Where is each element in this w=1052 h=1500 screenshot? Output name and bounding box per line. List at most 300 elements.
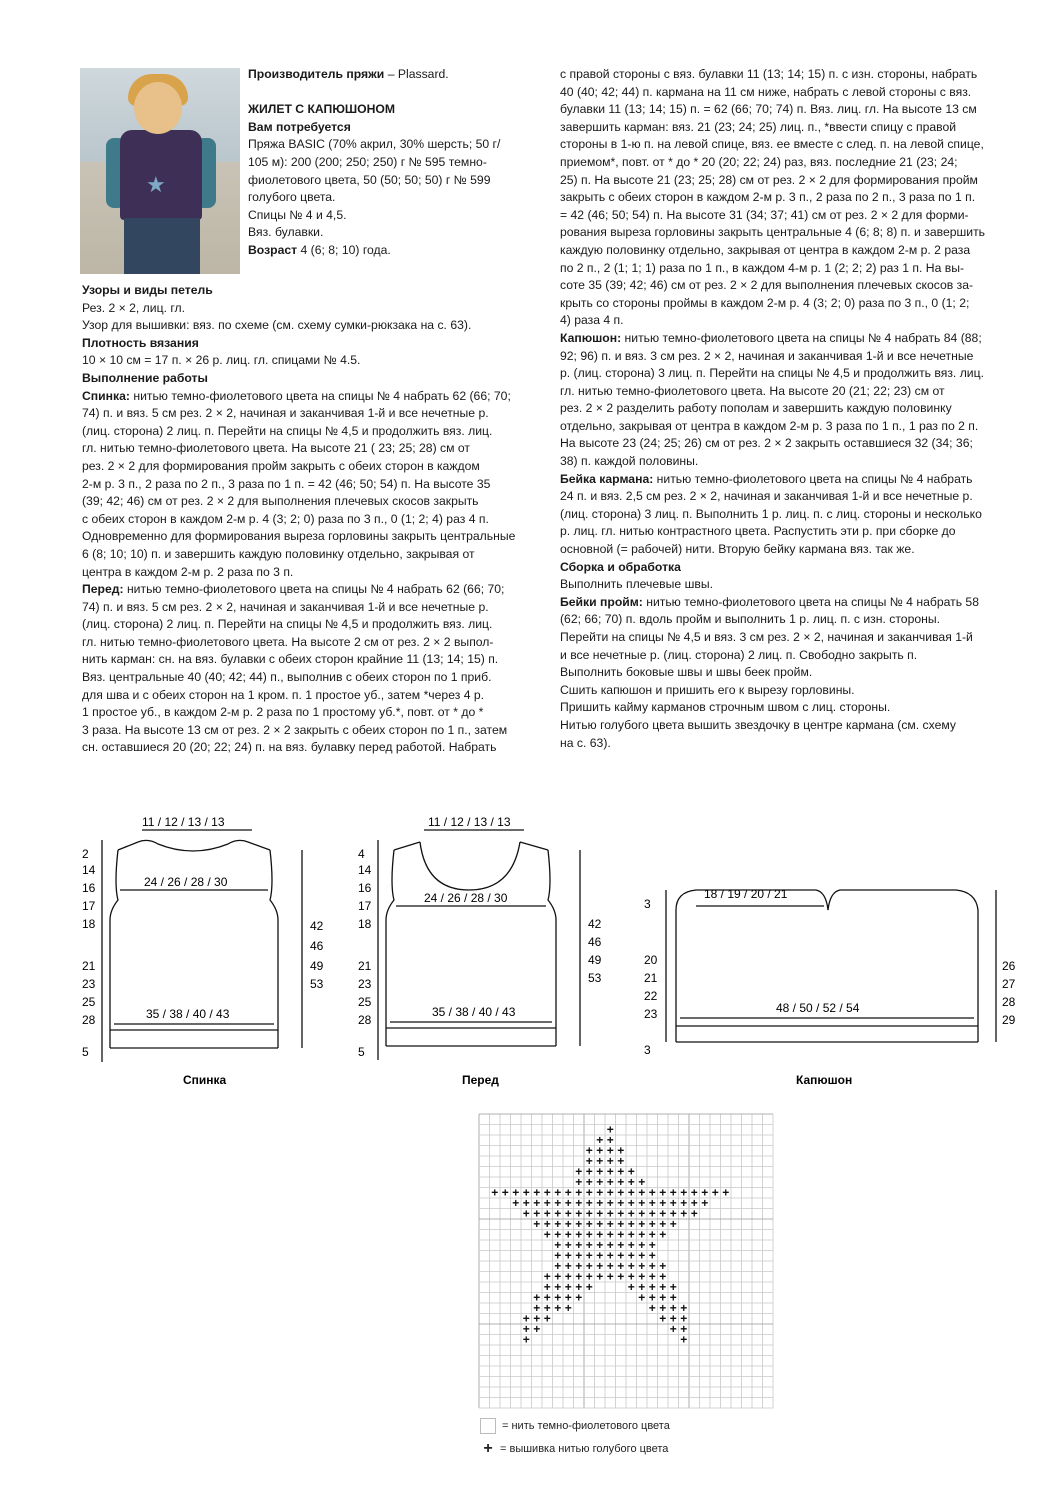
- chart-stitch: +: [606, 1175, 614, 1189]
- text-line: булавки 11 (13; 14; 15) п. = 62 (66; 70; 74) п. Вяз. лиц. гл. На высоте 13 см: [560, 102, 977, 117]
- chart-stitch: +: [585, 1227, 593, 1242]
- text-line: и все нечетные р. (лиц. сторона) 2 лиц. п. Свободно закрыть п.: [560, 647, 918, 662]
- chart-stitch: +: [690, 1185, 698, 1200]
- chart-stitch: +: [554, 1248, 562, 1263]
- section-heading: Бейки пройм:: [560, 594, 643, 609]
- text-line: Спинка: нитью темно-фиолетового цвета на спицы № 4 набрать 62 (66; 70;: [82, 388, 511, 403]
- front-width-label: 35 / 38 / 40 / 43: [432, 1005, 516, 1019]
- text-line: сн. оставшиеся 20 (20; 22; 24) п. на вяз. булавку перед работой. Набрать: [82, 740, 497, 755]
- chart-stitch: +: [543, 1311, 551, 1326]
- dimension-label: 14: [82, 863, 96, 877]
- chart-stitch: +: [585, 1185, 593, 1200]
- chart-stitch: +: [648, 1301, 656, 1315]
- text-line: Пришить кайму карманов строчным швом с лиц. стороны.: [560, 700, 891, 715]
- front-neck-label: 11 / 12 / 13 / 13: [428, 815, 511, 829]
- chart-stitch: +: [659, 1227, 667, 1242]
- chart-stitch: +: [722, 1185, 730, 1200]
- chart-stitch: +: [533, 1185, 541, 1200]
- chart-stitch: +: [669, 1311, 677, 1326]
- chart-stitch: +: [606, 1196, 614, 1210]
- text-line: 4) раза 4 п.: [560, 313, 624, 328]
- chart-stitch: +: [606, 1238, 614, 1252]
- chart-stitch: +: [564, 1301, 572, 1315]
- chart-stitch: +: [575, 1164, 583, 1179]
- instructions-column-right: [560, 66, 1022, 752]
- chart-stitch: +: [554, 1185, 562, 1200]
- chart-stitch: +: [596, 1227, 604, 1242]
- text-line: 40 (40; 42; 44) п. кармана на 11 см ниже, набрать с левой стороны с вяз.: [560, 84, 972, 99]
- chart-stitch: +: [533, 1290, 541, 1305]
- back-caption: Спинка: [183, 1073, 227, 1087]
- chart-stitch: +: [585, 1206, 593, 1221]
- chart-stitch: +: [648, 1290, 656, 1305]
- chart-stitch: +: [585, 1217, 593, 1231]
- chart-stitch: +: [585, 1175, 593, 1189]
- materials-line: голубого цвета.: [248, 190, 336, 205]
- chart-stitch: +: [617, 1269, 625, 1284]
- chart-stitch: +: [575, 1269, 583, 1284]
- dimension-label: 4: [358, 847, 365, 861]
- text-line: 92; 96) п. и вяз. 3 см рез. 2 × 2, начиная и заканчивая 1-й и все нечетные: [560, 348, 974, 363]
- chart-stitch: +: [659, 1290, 667, 1305]
- text-line: с обеих сторон в каждом 2-м р. 4 (3; 2; 0) раза по 3 п., 0 (1; 2; 4) раз 4 п.: [82, 511, 489, 526]
- text-line: Нитью голубого цвета вышить звездочку в центре кармана (см. схему: [560, 717, 956, 732]
- chart-stitch: +: [638, 1248, 646, 1263]
- chart-stitch: +: [680, 1301, 688, 1315]
- hood-top-label: 18 / 19 / 20 / 21: [704, 887, 788, 901]
- text-line: Выполнить боковые швы и швы беек пройм.: [560, 665, 813, 680]
- chart-stitch: +: [554, 1280, 562, 1294]
- chart-stitch: +: [669, 1322, 677, 1336]
- text-line: нить карман: сн. на вяз. булавки с обеих сторон крайние 11 (13; 14; 15) п.: [82, 652, 499, 667]
- dimension-label: 20: [644, 953, 658, 967]
- materials-line: фиолетового цвета, 50 (50; 50; 50) г № 599: [248, 172, 491, 187]
- text-line: соте 35 (39; 42; 46) см от рез. 2 × 2 для выполнения плечевых скосов за-: [560, 278, 974, 293]
- chart-stitch: +: [606, 1143, 614, 1158]
- chart-stitch: +: [659, 1185, 667, 1200]
- chart-stitch: +: [659, 1206, 667, 1221]
- chart-stitch: +: [617, 1259, 625, 1273]
- text-line: Рез. 2 × 2, лиц. гл.: [82, 300, 186, 315]
- chart-stitch: +: [564, 1290, 572, 1305]
- front-right-labels: [588, 917, 602, 985]
- chart-stitch: +: [596, 1143, 604, 1158]
- dimension-label: 23: [358, 977, 372, 991]
- dimension-label: 49: [310, 959, 324, 973]
- dimension-label: 5: [358, 1045, 365, 1059]
- chart-stitch: +: [596, 1248, 604, 1263]
- chart-stitch: +: [617, 1143, 625, 1158]
- text-line: стороны в 1-ю п. на левой спице, вяз. ее вместе с след. п. на левой спице,: [560, 137, 984, 152]
- text-line: Узор для вышивки: вяз. по схеме (см. схему сумки-рюкзака на с. 63).: [82, 318, 472, 333]
- chart-stitch: +: [659, 1217, 667, 1231]
- chart-stitch: +: [522, 1311, 530, 1326]
- text-line: = 42 (46; 50; 54) п. На высоте 31 (34; 37; 41) см от рез. 2 × 2 для форми-: [560, 207, 969, 222]
- chart-stitch: +: [575, 1217, 583, 1231]
- materials-line: Пряжа BASIC (70% акрил, 30% шерсть; 50 г/: [248, 137, 501, 152]
- materials-line: Спицы № 4 и 4,5.: [248, 207, 347, 222]
- chart-stitch: +: [596, 1238, 604, 1252]
- chart-stitch: +: [554, 1290, 562, 1305]
- chart-stitch: +: [638, 1185, 646, 1200]
- chart-stitch: +: [596, 1133, 604, 1147]
- text-line: [82, 370, 542, 388]
- text-line: центра в каждом 2-м р. 2 раза по 3 п.: [82, 564, 294, 579]
- page-title: ЖИЛЕТ С КАПЮШОНОМ: [248, 102, 396, 117]
- chart-stitch: +: [543, 1301, 551, 1315]
- text-line: на с. 63).: [560, 735, 611, 750]
- dimension-label: 53: [588, 971, 602, 985]
- text-line: 24 п. и вяз. 2,5 см рез. 2 × 2, начиная и заканчивая 1-й и все нечетные р.: [560, 489, 973, 504]
- chart-stitch: +: [627, 1164, 635, 1179]
- chart-stitch: +: [543, 1206, 551, 1221]
- text-line: крыть со стороны проймы в каждом 2-м р. 4 (3; 2; 0) раза по 3 п., 0 (1; 2;: [560, 295, 970, 310]
- chart-stitch: +: [617, 1185, 625, 1200]
- back-right-labels: [310, 919, 324, 991]
- chart-stitch: +: [554, 1206, 562, 1221]
- chart-stitch: +: [522, 1206, 530, 1221]
- dimension-label: 21: [82, 959, 96, 973]
- chart-stitch: +: [512, 1196, 520, 1210]
- back-shoulder-label: 24 / 26 / 28 / 30: [144, 875, 228, 889]
- dimension-label: 53: [310, 977, 324, 991]
- text-line: 1 простое уб., в каждом 2-м р. 2 раза по 1 простому уб.*, повт. от * до *: [82, 705, 484, 720]
- chart-stitch: +: [627, 1227, 635, 1242]
- dimension-label: 18: [358, 917, 372, 931]
- chart-stitch: +: [627, 1259, 635, 1273]
- chart-stitch: +: [575, 1290, 583, 1305]
- chart-stitch: +: [606, 1122, 614, 1137]
- instructions-column-left: [82, 282, 542, 757]
- chart-stitch: +: [659, 1301, 667, 1315]
- chart-stitch: +: [648, 1280, 656, 1294]
- chart-stitch: +: [585, 1238, 593, 1252]
- photo-child-vest: [80, 68, 240, 274]
- chart-stitch: +: [680, 1332, 688, 1347]
- dimension-label: 23: [82, 977, 96, 991]
- hood-caption: Капюшон: [796, 1073, 853, 1087]
- dimension-label: 49: [588, 953, 602, 967]
- text-line: с правой стороны с вяз. булавки 11 (13; 14; 15) п. с изн. стороны, набрать: [560, 67, 978, 81]
- chart-stitch: +: [564, 1196, 572, 1210]
- dimension-label: 28: [1002, 995, 1016, 1009]
- chart-stitch: +: [627, 1206, 635, 1221]
- chart-stitch: +: [522, 1185, 530, 1200]
- dimension-label: 25: [358, 995, 372, 1009]
- text-line: основной (= рабочей) нити. Вторую бейку кармана вяз. так же.: [560, 542, 915, 557]
- chart-stitch: +: [627, 1175, 635, 1189]
- text-line: рез. 2 × 2 разделить работу пополам и завершить каждую половинку: [560, 401, 952, 416]
- hood-width-label: 48 / 50 / 52 / 54: [776, 1001, 860, 1015]
- chart-stitch: +: [554, 1301, 562, 1315]
- chart-stitch: +: [648, 1238, 656, 1252]
- chart-stitch: +: [701, 1185, 709, 1200]
- chart-stitch: +: [680, 1322, 688, 1336]
- chart-stitch: +: [627, 1280, 635, 1294]
- front-left-labels: [358, 847, 372, 1059]
- chart-stitch: +: [669, 1217, 677, 1231]
- chart-stitch: +: [638, 1280, 646, 1294]
- chart-stitch: +: [512, 1185, 520, 1200]
- chart-stitch: +: [585, 1196, 593, 1210]
- chart-stitch: +: [638, 1206, 646, 1221]
- chart-stitch: +: [585, 1154, 593, 1168]
- chart-stitch: +: [606, 1164, 614, 1179]
- chart-stitch: +: [596, 1154, 604, 1168]
- text-line: (39; 42; 46) см от рез. 2 × 2 для выполнения плечевых скосов закрыть: [82, 494, 479, 509]
- chart-stitch: +: [627, 1196, 635, 1210]
- text-line: Перед: нитью темно-фиолетового цвета на спицы № 4 набрать 62 (66; 70;: [82, 582, 505, 597]
- chart-stitch: +: [648, 1259, 656, 1273]
- chart-stitch: +: [680, 1311, 688, 1326]
- chart-stitch: +: [669, 1301, 677, 1315]
- chart-stitch: +: [627, 1217, 635, 1231]
- chart-stitch: +: [491, 1185, 499, 1200]
- section-heading: Узоры и виды петель: [82, 283, 213, 297]
- chart-stitch: +: [659, 1196, 667, 1210]
- chart-stitch: +: [638, 1175, 646, 1189]
- chart-stitch: +: [606, 1227, 614, 1242]
- chart-stitch: +: [543, 1290, 551, 1305]
- chart-stitch: +: [596, 1217, 604, 1231]
- chart-stitch: +: [617, 1196, 625, 1210]
- text-line: (лиц. сторона) 2 лиц. п. Перейти на спицы № 4,5 и продолжить вяз. лиц.: [82, 617, 493, 632]
- chart-stitch: +: [606, 1133, 614, 1147]
- chart-stitch: +: [575, 1196, 583, 1210]
- chart-stitch: +: [606, 1259, 614, 1273]
- chart-stitch: +: [627, 1269, 635, 1284]
- dimension-label: 17: [82, 899, 96, 913]
- chart-stitch: +: [627, 1185, 635, 1200]
- chart-stitch: +: [627, 1248, 635, 1263]
- chart-stitch: +: [659, 1259, 667, 1273]
- text-line: гл. нитью темно-фиолетового цвета. На высоте 2 см от рез. 2 × 2 выпол-: [82, 634, 494, 649]
- age-value: 4 (6; 8; 10) года.: [297, 242, 391, 257]
- legend-blue-embroidery: + = вышивка нитью голубого цвета: [480, 1440, 668, 1458]
- dimension-label: 16: [358, 881, 372, 895]
- chart-stitch: +: [533, 1311, 541, 1326]
- chart-stitch: +: [554, 1227, 562, 1242]
- text-line: р. лиц. гл. нитью контрастного цвета. Распустить эти р. при сборке до: [560, 524, 956, 539]
- chart-stitch: +: [564, 1185, 572, 1200]
- text-line: каждую половинку отдельно, закрывая от центра в каждом 2-м р. 2 раза: [560, 242, 971, 257]
- text-line: отдельно, закрывая от центра в каждом 2-м р. 3 раза по 1 п., 1 раз по 2 п.: [560, 418, 979, 433]
- dimension-label: 2: [82, 847, 89, 861]
- hood-right-labels: [1002, 959, 1016, 1027]
- chart-stitch: +: [648, 1248, 656, 1263]
- chart-stitch: +: [680, 1185, 688, 1200]
- text-line: 6 (8; 10; 10) п. и завершить каждую половинку отдельно, закрывая от: [82, 546, 475, 561]
- chart-stitch: +: [543, 1185, 551, 1200]
- chart-stitch: +: [533, 1206, 541, 1221]
- text-line: На высоте 23 (24; 25; 26) см от рез. 2 × 2 закрыть оставшиеся 32 (34; 36;: [560, 436, 973, 451]
- text-line: закрыть с обеих сторон в каждом 2-м р. 3 п., 2 раза по 2 п., 3 раза по 1 п.: [560, 190, 976, 205]
- chart-stitch: +: [585, 1280, 593, 1294]
- materials-line: 105 м): 200 (200; 250; 250) г № 595 темно-: [248, 154, 487, 169]
- chart-stitch: +: [617, 1248, 625, 1263]
- text-line: по 2 п., 2 (1; 1; 1) раза по 1 п., в каждом 4-м р. 1 (2; 2; 2) раз 1 п. На вы-: [560, 260, 965, 275]
- chart-stitch: +: [554, 1217, 562, 1231]
- chart-stitch: +: [543, 1196, 551, 1210]
- back-left-labels: [82, 847, 96, 1059]
- chart-stitch: +: [690, 1196, 698, 1210]
- chart-stitch: +: [575, 1280, 583, 1294]
- text-line: р. (лиц. сторона) 3 лиц. п. Перейти на спицы № 4,5 и продолжить вяз. лиц.: [560, 366, 984, 381]
- chart-stitch: +: [648, 1206, 656, 1221]
- text-line: 25) п. На высоте 21 (23; 25; 28) см от рез. 2 × 2 для формирования пройм: [560, 172, 978, 187]
- chart-stitch: +: [575, 1185, 583, 1200]
- chart-stitch: +: [617, 1217, 625, 1231]
- chart-stitch: +: [659, 1269, 667, 1284]
- chart-stitch: +: [648, 1269, 656, 1284]
- dimension-label: 27: [1002, 977, 1016, 991]
- chart-stitch: +: [638, 1196, 646, 1210]
- chart-stitch: +: [596, 1185, 604, 1200]
- chart-stitch: +: [617, 1175, 625, 1189]
- chart-stitch: +: [533, 1322, 541, 1336]
- chart-stitch: +: [564, 1206, 572, 1221]
- dimension-label: 3: [644, 897, 651, 911]
- text-line: рез. 2 × 2 для формирования пройм закрыть с обеих сторон в каждом: [82, 458, 480, 473]
- chart-stitch: +: [596, 1269, 604, 1284]
- chart-stitch: +: [596, 1206, 604, 1221]
- chart-stitch: +: [617, 1154, 625, 1168]
- section-heading: Выполнение работы: [82, 370, 208, 385]
- text-line: Вяз. центральные 40 (40; 42; 44) п., выполнив с обеих сторон по 1 приб.: [82, 670, 492, 685]
- chart-stitch: +: [585, 1269, 593, 1284]
- text-line: 74) п. и вяз. 5 см рез. 2 × 2, начиная и заканчивая 1-й и все нечетные р.: [82, 406, 489, 421]
- back-neck-label: 11 / 12 / 13 / 13: [142, 815, 225, 829]
- dimension-label: 23: [644, 1007, 658, 1021]
- text-line: Капюшон: нитью темно-фиолетового цвета на спицы № 4 набрать 84 (88;: [560, 330, 982, 345]
- dimension-label: 17: [358, 899, 372, 913]
- chart-stitch: +: [554, 1259, 562, 1273]
- chart-stitch: +: [669, 1196, 677, 1210]
- hood-left-labels: [644, 897, 658, 1057]
- chart-stitch: +: [669, 1185, 677, 1200]
- dimension-label: 28: [358, 1013, 372, 1027]
- chart-stitch: +: [638, 1217, 646, 1231]
- front-shoulder-label: 24 / 26 / 28 / 30: [424, 891, 508, 905]
- text-line: (лиц. сторона) 2 лиц. п. Перейти на спицы № 4,5 и продолжить вяз. лиц.: [82, 423, 493, 438]
- text-line: [560, 559, 1022, 577]
- chart-stitch: +: [564, 1238, 572, 1252]
- dimension-label: 21: [358, 959, 372, 973]
- chart-stitch: +: [554, 1196, 562, 1210]
- dimension-label: 14: [358, 863, 372, 877]
- chart-stitch: +: [680, 1206, 688, 1221]
- chart-stitch: +: [638, 1259, 646, 1273]
- chart-stitch: +: [617, 1164, 625, 1179]
- text-line: гл. нитью темно-фиолетового цвета. На высоте 21 ( 23; 25; 28) см от: [82, 441, 470, 456]
- dimension-label: 42: [310, 919, 324, 933]
- chart-stitch: +: [701, 1196, 709, 1210]
- chart-stitch: +: [638, 1290, 646, 1305]
- producer-value: – Plassard.: [384, 67, 449, 81]
- text-line: 38) п. каждой половины.: [560, 454, 699, 469]
- chart-stitch: +: [648, 1227, 656, 1242]
- chart-stitch: +: [575, 1175, 583, 1189]
- chart-stitch: +: [596, 1175, 604, 1189]
- chart-stitch: +: [522, 1196, 530, 1210]
- legend-dark-purple: = нить темно-фиолетового цвета: [480, 1418, 670, 1434]
- materials-line: Вяз. булавки.: [248, 225, 324, 240]
- plus-icon: +: [483, 1440, 493, 1457]
- schematic-front: [354, 810, 624, 1095]
- dimension-label: 46: [588, 935, 602, 949]
- chart-stitch: +: [564, 1259, 572, 1273]
- text-line: гл. нитью темно-фиолетового цвета. На высоте 20 (21; 22; 23) см от: [560, 383, 945, 398]
- chart-stitch: +: [606, 1185, 614, 1200]
- empty-cell-icon: [480, 1418, 496, 1434]
- text-line: Бейки пройм: нитью темно-фиолетового цвета на спицы № 4 набрать 58: [560, 594, 979, 609]
- chart-stitch: +: [575, 1227, 583, 1242]
- dimension-label: 42: [588, 917, 602, 931]
- chart-stitch: +: [533, 1301, 541, 1315]
- text-line: [82, 335, 542, 353]
- chart-stitch: +: [564, 1227, 572, 1242]
- text-line: 2-м р. 3 п., 2 раза по 2 п., 3 раза по 1 п. = 42 (46; 50; 54) п. На высоте 35: [82, 476, 491, 491]
- chart-stitch: +: [669, 1280, 677, 1294]
- section-heading: Спинка:: [82, 388, 130, 403]
- chart-stitch: +: [543, 1227, 551, 1242]
- chart-stitch: +: [669, 1206, 677, 1221]
- text-line: (62; 66; 70) п. вдоль пройм и выполнить 1 р. лиц. п. с изн. стороны.: [560, 612, 941, 627]
- chart-stitch: +: [606, 1217, 614, 1231]
- chart-stitch: +: [585, 1164, 593, 1179]
- section-heading: Перед:: [82, 582, 124, 597]
- chart-stitch: +: [617, 1227, 625, 1242]
- dimension-label: 18: [82, 917, 96, 931]
- chart-stitch: +: [564, 1248, 572, 1263]
- chart-stitch: +: [522, 1332, 530, 1347]
- chart-stitch: +: [575, 1238, 583, 1252]
- text-line: 3 раза. На высоте 13 см от рез. 2 × 2 закрыть с обеих сторон по 1 п., затем: [82, 722, 508, 737]
- chart-stitch: +: [638, 1238, 646, 1252]
- chart-stitch: +: [617, 1206, 625, 1221]
- text-line: для шва и с обеих сторон на 1 кром. п. 1 простое уб., затем *через 4 р.: [82, 687, 485, 702]
- chart-stitch: +: [501, 1185, 509, 1200]
- chart-stitch: +: [659, 1280, 667, 1294]
- section-heading: Сборка и обработка: [560, 559, 681, 574]
- schematic-back: [78, 810, 348, 1095]
- dimension-label: 21: [644, 971, 658, 985]
- text-line: Выполнить плечевые швы.: [560, 577, 713, 592]
- need-heading: Вам потребуется: [248, 119, 351, 134]
- dimension-label: 26: [1002, 959, 1016, 973]
- chart-stitch: +: [606, 1154, 614, 1168]
- chart-stitch: +: [606, 1206, 614, 1221]
- chart-stitch: +: [554, 1238, 562, 1252]
- chart-stitch: +: [575, 1248, 583, 1263]
- chart-stitch: +: [585, 1259, 593, 1273]
- chart-stitch: +: [575, 1259, 583, 1273]
- chart-stitch: +: [659, 1311, 667, 1326]
- dimension-label: 16: [82, 881, 96, 895]
- chart-stitch: +: [575, 1206, 583, 1221]
- back-width-label: 35 / 38 / 40 / 43: [146, 1007, 230, 1021]
- chart-stitch: +: [543, 1269, 551, 1284]
- dimension-label: 46: [310, 939, 324, 953]
- chart-stitch: +: [585, 1143, 593, 1158]
- chart-stitch: +: [690, 1206, 698, 1221]
- dimension-label: 28: [82, 1013, 96, 1027]
- section-heading: Капюшон:: [560, 330, 622, 345]
- chart-stitch: +: [648, 1185, 656, 1200]
- chart-stitch: +: [627, 1238, 635, 1252]
- text-line: Перейти на спицы № 4,5 и вяз. 3 см рез. 2 × 2, начиная и заканчивая 1-й: [560, 630, 973, 644]
- text-line: 74) п. и вяз. 5 см рез. 2 × 2, начиная и заканчивая 1-й и все нечетные р.: [82, 599, 489, 614]
